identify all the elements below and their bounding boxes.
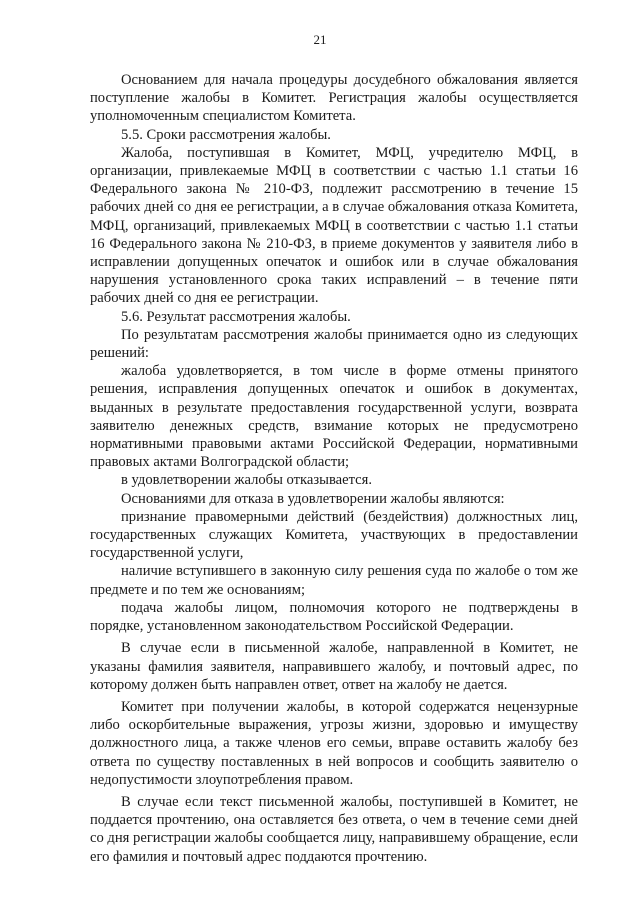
section-heading-5-5: 5.5. Сроки рассмотрения жалобы. — [121, 126, 331, 143]
paragraph-complaint-grounds: Основанием для начала процедуры досудебного обжалования является поступление жалобы в Комитет. Регистрация жалобы осуществляется уполномоченным специалистом Комитета. — [90, 72, 578, 125]
paragraph-refusal-ground-3: подача жалобы лицом, полномочия которого не подтверждены в порядке, установленном законодательством Российской Федерации. — [90, 599, 578, 635]
paragraph-review-terms: Жалоба, поступившая в Комитет, МФЦ, учредителю МФЦ, в организации, привлекаемые МФЦ в соответствии с частью 1.1 статьи 16 Федерального закона № 210-ФЗ, подлежит рассмотрению в течение 15 рабочих дней со дня ее регистрации, а в случае обжалования отказа Комитета, МФЦ, организаций, привлекаемых МФЦ в соответствии с частью 1.1 статьи 16 Федерального закона № 210-ФЗ, в приеме документов у заявителя либо в исправлении допущенных опечаток и ошибок или в случае обжалования нарушения установленного срока таких исправлений – в течение пяти рабочих дней со дня ее регистрации. — [90, 144, 578, 307]
section-heading-5-6: 5.6. Результат рассмотрения жалобы. — [121, 308, 351, 325]
paragraph-complaint-satisfied: жалоба удовлетворяется, в том числе в форме отмены принятого решения, исправления допущенных опечаток и ошибок в документах, выданных в результате предоставления государственной услуги, возврата заявителю денежных средств, взимание которых не предусмотрено нормативными правовыми актами Российской Федерации, нормативными правовых актами Волгоградской области; — [90, 363, 578, 471]
paragraph-refusal-ground-2: наличие вступившего в законную силу решения суда по жалобе о том же предмете и по тем же основаниям; — [90, 563, 578, 598]
paragraph-complaint-rejected: в удовлетворении жалобы отказывается. — [121, 472, 373, 489]
paragraph-unreadable-text: В случае если текст письменной жалобы, поступившей в Комитет, не поддается прочтению, она оставляется без ответа, о чем в течение семи дней со дня регистрации жалобы сообщается лицу, направившему обращение, если его фамилия и почтовый адрес поддаются прочтению. — [90, 793, 578, 865]
paragraph-offensive-content: Комитет при получении жалобы, в которой содержатся нецензурные либо оскорбительные выражения, угрозы жизни, здоровью и имуществу должностного лица, а также членов его семьи, вправе оставить жалобу без ответа по существу поставленных в ней вопросов и сообщить заявителю о недопустимости злоупотребления правом. — [90, 698, 578, 788]
paragraph-refusal-ground-1: признание правомерными действий (бездействия) должностных лиц, государственных служащих Комитета, участвующих в предоставлении государственной услуги, — [90, 508, 578, 562]
paragraph-no-address: В случае если в письменной жалобе, направленной в Комитет, не указаны фамилия заявителя, направившего жалобу, и почтовый адрес, по которому должен быть направлен ответ, ответ на жалобу не дается. — [90, 640, 578, 693]
paragraph-decision-intro: По результатам рассмотрения жалобы принимается одно из следующих решений: — [90, 326, 578, 362]
page-number: 21 — [313, 32, 327, 47]
document-body — [90, 71, 578, 866]
paragraph-refusal-grounds-intro: Основаниями для отказа в удовлетворении жалобы являются: — [121, 490, 505, 507]
